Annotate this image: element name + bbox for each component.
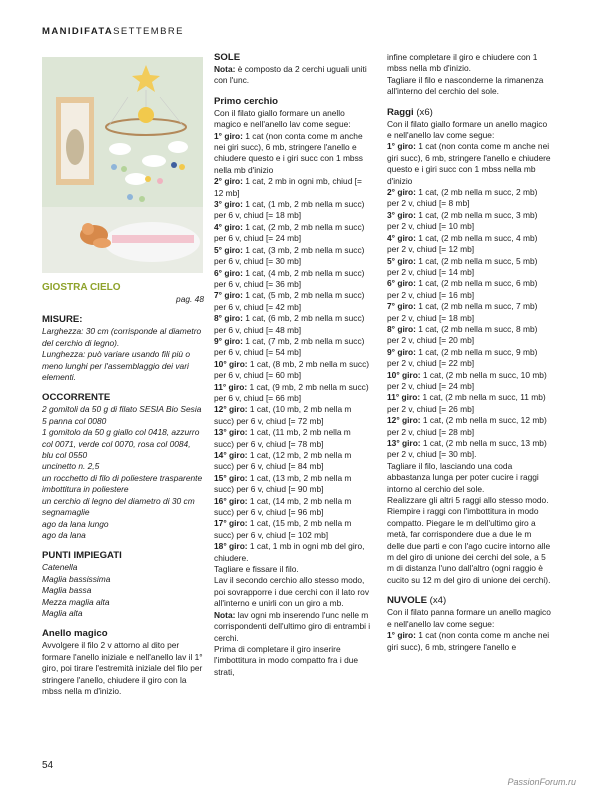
round-text: 1 cat, (2 mb nella m succ, 7 mb) per 2 v, chiud [= 18 mb] — [387, 301, 538, 323]
round-row — [214, 541, 372, 564]
round-row — [214, 222, 372, 245]
round-text: 1 cat, (2 mb nella m succ, 2 mb) per 2 v, chiud [= 8 mb] — [387, 187, 538, 209]
continued-text: infine completare il giro e chiudere con 1 mbss nella mb d'inizio. — [387, 52, 538, 74]
round-label: 12° giro: — [387, 415, 421, 426]
page-number: 54 — [42, 760, 54, 771]
continued-text: Tagliare il filo e nasconderne la rimanenza all'interno del cerchio del sole. — [387, 74, 544, 97]
round-text: 1 cat (non conta come m anche nei giri succ), 6 mb, stringere l'anello e chiudere questo e i giri succ con 1 mbss nella mb d'inizio — [214, 130, 363, 175]
nuvole-heading — [387, 595, 551, 607]
note-row — [214, 610, 372, 644]
material-item: uncinetto n. 2,5 — [42, 461, 100, 472]
round-row — [214, 450, 372, 473]
rays-column — [387, 52, 551, 653]
round-row — [214, 518, 372, 541]
round-label: 11° giro: — [214, 381, 248, 392]
round-text: 1 cat, (3 mb, 2 mb nella m succ) per 6 v, chiud [= 30 mb] — [214, 244, 365, 267]
round-row — [387, 438, 551, 461]
materials-column — [42, 282, 204, 697]
mobile-photo — [42, 57, 203, 273]
material-item: 2 gomitoli da 50 g di filato SESIA Bio Sesia 5 panna col 0080 — [42, 404, 202, 426]
anello-heading: Anello magico — [42, 628, 108, 640]
sun-column — [214, 52, 372, 678]
round-row — [214, 245, 372, 268]
round-label: 18° giro: — [214, 541, 248, 552]
sun-rounds — [214, 131, 372, 564]
round-text: 1 cat, (2 mb nella m succ, 9 mb) per 2 v, chiud [= 22 mb] — [387, 346, 538, 369]
after-text: Tagliare il filo, lasciando una coda abbastanza lunga per poter cucire i raggi intorno al cerchio del sole. — [387, 460, 539, 494]
round-text: 1 cat, (2 mb nella m succ, 11 mb) per 2 v, chiud [= 26 mb] — [387, 392, 546, 414]
primo-cerchio-heading: Primo cerchio — [214, 95, 278, 107]
round-text: 1 cat, (1 mb, 2 mb nella m succ) per 6 v, chiud [= 18 mb] — [214, 199, 365, 221]
round-label: 7° giro: — [387, 301, 416, 312]
round-row — [214, 290, 372, 313]
nuvole-intro: Con il filato panna formare un anello magico e nell'anello lav come segue: — [387, 607, 551, 629]
round-label: 12° giro: — [214, 404, 248, 415]
running-header — [42, 26, 184, 37]
note-label: Nota: — [214, 609, 236, 620]
round-text: 1 cat, (12 mb, 2 mb nella m succ) per 6 v, chiud [= 84 mb] — [214, 450, 352, 472]
misure-line: Lunghezza: può variare usando fili più o meno lunghi per l'assemblaggio dei vari elementi. — [42, 349, 191, 383]
primo-intro: Con il filato giallo formare un anello magico e nell'anello lav come segue: — [214, 107, 351, 130]
round-row — [387, 278, 551, 301]
note-label: Nota: — [214, 64, 236, 74]
note-text: è composto da 2 cerchi uguali uniti con l'unc. — [214, 64, 367, 86]
magazine-month: SETTEMBRE — [113, 26, 184, 37]
round-label: 3° giro: — [214, 199, 243, 210]
round-row — [214, 268, 372, 291]
final-text: Prima di completare il giro inserire l'imbottitura in modo compatto fra i due strati, — [214, 643, 359, 677]
round-label: 6° giro: — [214, 267, 243, 278]
stitch-item: Catenella — [42, 562, 78, 573]
round-label: 1° giro: — [214, 130, 243, 141]
raggi-title: Raggi — [387, 106, 414, 118]
raggi-intro: Con il filato giallo formare un anello magico e nell'anello lav come segue: — [387, 118, 548, 141]
round-row — [387, 415, 551, 438]
round-text: 1 cat, (2 mb nella m succ, 13 mb) per 2 v, chiud [= 30 mb]. — [387, 438, 547, 460]
ray-rounds — [387, 141, 551, 460]
misure-line: Larghezza: 30 cm (corrisponde al diametro del cerchio di legno). — [42, 326, 202, 348]
round-text: 1 cat (non conta come m anche nei giri succ), 6 mb, stringere l'anello e — [387, 630, 550, 652]
round-row — [214, 473, 372, 496]
round-row — [214, 427, 372, 450]
round-row — [387, 210, 551, 233]
round-text: 1 cat, (14 mb, 2 mb nella m succ) per 6 v, chiud [= 96 mb] — [214, 495, 352, 518]
round-row — [387, 187, 551, 210]
round-label: 7° giro: — [214, 290, 243, 301]
round-text: 1 cat (non conta come m anche nei giri succ), 6 mb, stringere l'anello e chiudere questo e i giri succ con 1 mbss nella mb d'inizio — [387, 141, 551, 186]
round-label: 13° giro: — [214, 427, 248, 438]
round-row — [387, 256, 551, 279]
round-label: 4° giro: — [214, 221, 243, 232]
round-text: 1 cat, (9 mb, 2 mb nella m succ) per 6 v, chiud [= 66 mb] — [214, 381, 369, 403]
round-text: 1 cat, 1 mb in ogni mb del giro, chiudere. — [214, 541, 365, 563]
round-label: 13° giro: — [387, 438, 421, 448]
round-text: 1 cat, 2 mb in ogni mb, chiud [= 12 mb] — [214, 176, 362, 198]
page-reference: pag. 48 — [176, 294, 204, 304]
material-item: imbottitura in poliestere — [42, 484, 129, 495]
magazine-brand: MANIDIFATA — [42, 26, 114, 37]
note-text: lav ogni mb inserendo l'unc nelle m corrispondenti dell'ultimo giro di entrambi i cerchi. — [214, 609, 371, 643]
round-row — [214, 131, 372, 177]
material-item: ago da lana — [42, 529, 86, 540]
stitch-item: Maglia alta — [42, 607, 83, 618]
material-item: un rocchetto di filo di poliestere trasparente — [42, 472, 203, 483]
nuvole-title: NUVOLE — [387, 595, 427, 607]
round-row — [387, 324, 551, 347]
round-row — [214, 359, 372, 382]
round-text: 1 cat, (7 mb, 2 mb nella m succ) per 6 v, chiud [= 54 mb] — [214, 335, 365, 358]
after-text: Tagliare e fissare il filo. — [214, 564, 299, 575]
round-label: 10° giro: — [214, 358, 248, 369]
round-row — [214, 496, 372, 519]
sole-heading: SOLE — [214, 52, 241, 63]
round-row — [387, 347, 551, 370]
round-label: 1° giro: — [387, 141, 416, 152]
round-row — [387, 370, 551, 393]
round-text: 1 cat, (13 mb, 2 mb nella m succ) per 6 v, chiud [= 90 mb] — [214, 472, 352, 495]
round-row — [387, 392, 551, 415]
round-label: 15° giro: — [214, 472, 248, 483]
round-label: 4° giro: — [387, 232, 416, 243]
round-row — [214, 176, 372, 199]
after-text: Realizzare gli altri 5 raggi allo stesso modo. Riempire i raggi con l'imbottitura in modo compatto. Piegare le m dell'ultimo giro a metà, far corrispondere due a due le m delle due parti e con l'ago cucire intorno alle m del giro di unione dei cerchi del sole, a 5 m di distanza l'uno dall'altro (ogni raggio è cucito su 12 m del giro di unione dei cerchi). — [387, 495, 551, 585]
sole-note — [214, 64, 372, 87]
material-item: un cerchio di legno del diametro di 30 cm — [42, 495, 195, 506]
round-text: 1 cat, (2 mb nella m succ, 12 mb) per 2 v, chiud [= 28 mb] — [387, 415, 547, 437]
round-label: 17° giro: — [214, 518, 248, 529]
material-item: 1 gomitolo da 50 g giallo col 0418, azzurro col 0071, verde col 0070, rosa col 0084, blu col 0550 — [42, 427, 200, 461]
round-label: 2° giro: — [214, 176, 243, 187]
round-row — [214, 404, 372, 427]
punti-heading: PUNTI IMPIEGATI — [42, 550, 122, 562]
raggi-heading — [387, 107, 551, 119]
round-label: 16° giro: — [214, 495, 248, 506]
round-label: 8° giro: — [214, 313, 243, 324]
stitch-item: Maglia bassissima — [42, 573, 111, 584]
round-label: 3° giro: — [387, 209, 416, 220]
anello-text: Avvolgere il filo 2 v attorno al dito per formare l'anello iniziale e nell'anello lav il 1° giro, poi tirare l'estremità iniziale del filo per stringere l'anello, chiudere il giro con la mbss nella m d'inizio. — [42, 640, 203, 696]
round-row — [214, 382, 372, 405]
round-row — [387, 141, 551, 187]
round-text: 1 cat, (2 mb nella m succ, 6 mb) per 2 v, chiud [= 16 mb] — [387, 278, 538, 300]
round-text: 1 cat, (2 mb nella m succ, 8 mb) per 2 v, chiud [= 20 mb] — [387, 323, 538, 346]
round-label: 5° giro: — [214, 244, 243, 255]
round-label: 11° giro: — [387, 392, 421, 403]
round-row — [214, 199, 372, 222]
round-text: 1 cat, (2 mb nella m succ, 10 mb) per 2 v, chiud [= 24 mb] — [387, 369, 547, 391]
mobile-illustration — [42, 57, 203, 273]
round-text: 1 cat, (4 mb, 2 mb nella m succ) per 6 v, chiud [= 36 mb] — [214, 267, 365, 289]
round-label: 6° giro: — [387, 278, 416, 289]
round-row — [214, 313, 372, 336]
occorrente-heading: OCCORRENTE — [42, 392, 111, 404]
round-text: 1 cat, (2 mb, 2 mb nella m succ) per 6 v, chiud [= 24 mb] — [214, 221, 365, 244]
round-row — [387, 301, 551, 324]
raggi-count: (x6) — [413, 106, 433, 118]
round-text: 1 cat, (6 mb, 2 mb nella m succ) per 6 v, chiud [= 48 mb] — [214, 313, 365, 335]
material-item: ago da lana lungo — [42, 518, 109, 529]
round-row — [387, 630, 551, 653]
stitch-item: Maglia bassa — [42, 585, 92, 596]
round-label: 14° giro: — [214, 450, 248, 460]
round-label: 8° giro: — [387, 323, 416, 334]
round-text: 1 cat, (5 mb, 2 mb nella m succ) per 6 v, chiud [= 42 mb] — [214, 290, 365, 312]
round-label: 1° giro: — [387, 630, 416, 641]
round-text: 1 cat, (10 mb, 2 mb nella m succ) per 6 v, chiud [= 72 mb] — [214, 404, 352, 426]
round-text: 1 cat, (8 mb, 2 mb nella m succ) per 6 v, chiud [= 60 mb] — [214, 358, 370, 381]
round-row — [214, 336, 372, 359]
after-text: Lav il secondo cerchio allo stesso modo, poi sovrapporre i due cerchi con il lato rov all'interno e unirli con un giro a mb. — [214, 575, 370, 609]
round-text: 1 cat, (2 mb nella m succ, 4 mb) per 2 v, chiud [= 12 mb] — [387, 232, 538, 255]
nuvole-count: (x4) — [426, 595, 447, 607]
round-text: 1 cat, (15 mb, 2 mb nella m succ) per 6 v, chiud [= 102 mb] — [214, 518, 352, 540]
round-label: 5° giro: — [387, 255, 416, 266]
round-text: 1 cat, (11 mb, 2 mb nella m succ) per 6 v, chiud [= 78 mb] — [214, 427, 351, 449]
round-label: 9° giro: — [214, 335, 243, 346]
round-text: 1 cat, (2 mb nella m succ, 3 mb) per 2 v, chiud [= 10 mb] — [387, 209, 538, 232]
round-row — [387, 233, 551, 256]
round-label: 9° giro: — [387, 346, 416, 357]
round-label: 2° giro: — [387, 187, 416, 198]
misure-heading: MISURE: — [42, 314, 83, 326]
round-text: 1 cat, (2 mb nella m succ, 5 mb) per 2 v, chiud [= 14 mb] — [387, 255, 538, 277]
material-item: segnamaglie — [42, 507, 90, 518]
project-title: GIOSTRA CIELO — [42, 282, 121, 293]
round-label: 10° giro: — [387, 369, 421, 380]
watermark: PassionForum.ru — [507, 777, 576, 787]
stitch-item: Mezza maglia alta — [42, 596, 110, 607]
